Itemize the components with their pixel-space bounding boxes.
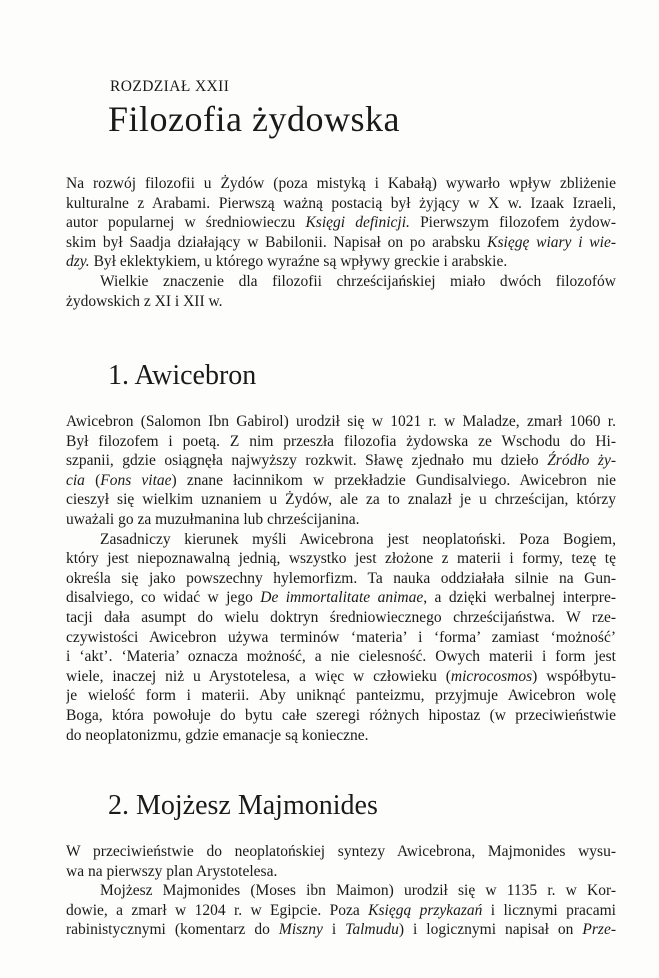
italic-title-text: Źródło ży-	[547, 452, 616, 470]
text-line	[66, 530, 616, 550]
text-line	[66, 842, 616, 862]
text-segment: kulturalne z Arabami. Pierwszą ważną postacią był żyjący w X w. Izaak Izraeli,	[66, 194, 616, 212]
text-line	[66, 432, 616, 452]
italic-title-text: cia	[66, 471, 85, 489]
text-line	[66, 686, 616, 706]
italic-title-text: Prze-	[582, 921, 616, 939]
text-segment: wiele, inaczej niż u Arystotelesa, a więc w człowieku (	[66, 667, 451, 685]
text-segment: W przeciwieństwie do neoplatońskiej syntezy Awicebrona, Majmonides wysu-	[66, 843, 616, 860]
text-line	[66, 726, 616, 746]
text-segment: i licznymi pracami	[482, 901, 616, 919]
text-line	[66, 272, 616, 292]
text-segment: określa się jako powszechny hylemorfizm. Ta nauka oddziałała silnie na Gun-	[66, 569, 616, 587]
italic-title-text: Księgę wiary i wie-	[487, 233, 616, 251]
text-line	[66, 881, 616, 901]
text-segment: który jest niepoznawalną jednią, wszystko jest złożone z materii i formy, tezę tę	[66, 550, 616, 568]
text-line	[66, 667, 616, 687]
text-segment: i ‘akt’. ‘Materia’ oznacza możność, a nie cielesność. Owych materii i form jest	[66, 648, 616, 666]
text-segment: cieszył się wielkim uznaniem u Żydów, ale za to znalazł je u chrześcijan, którzy	[66, 491, 616, 509]
text-line	[66, 628, 616, 648]
text-segment: Mojżesz Majmonides (Moses ibn Maimon) urodził się w 1135 r. w Kor-	[100, 882, 616, 900]
chapter-title: Filozofia żydowska	[108, 99, 400, 139]
text-line	[66, 588, 616, 608]
text-segment: je wielość form i materii. Aby uniknąć panteizmu, przyjmuje Awicebron wolę	[66, 687, 616, 705]
text-segment: żydowskich z XI i XII w.	[66, 292, 223, 310]
italic-title-text: Talmudu	[345, 921, 399, 939]
section-awicebron-text	[66, 412, 616, 745]
text-segment: wa na pierwszy plan Arystotelesa.	[66, 862, 278, 880]
text-segment: Zasadniczy kierunek myśli Awicebrona jest neoplatoński. Poza Bogiem,	[100, 530, 616, 548]
text-segment: Awicebron (Salomon Ibn Gabirol) urodził się w 1021 r. w Maladze, zmarł 1060 r.	[66, 413, 616, 430]
italic-title-text: Księgą przykazań	[368, 901, 483, 919]
text-segment: dowie, a zmarł w 1204 r. w Egipcie. Poza	[66, 901, 369, 919]
text-line	[66, 608, 616, 628]
text-line	[66, 292, 616, 312]
text-line	[66, 471, 616, 491]
text-line	[66, 252, 616, 272]
text-line	[66, 549, 616, 569]
italic-title-text: Księgi definicji.	[305, 214, 410, 232]
text-segment: autor popularnej w średniowieczu	[66, 214, 306, 232]
italic-title-text: dzy.	[66, 253, 90, 271]
text-line	[66, 490, 616, 510]
text-line	[66, 451, 616, 471]
text-line	[66, 233, 616, 253]
text-segment: ) znane łacinnikom w przekładzie Gundisalviego. Awicebron nie	[171, 471, 616, 489]
text-segment: Pierwszym filozofem żydow-	[409, 214, 616, 232]
text-segment: Boga, która powołuje do bytu całe szeregi różnych hipostaz (w przeciwieństwie	[66, 706, 616, 724]
italic-title-text: Miszny	[278, 921, 323, 939]
italic-title-text: De immortalitate animae	[260, 589, 424, 607]
text-line	[66, 706, 616, 726]
text-segment: (	[84, 471, 101, 489]
section-title-majmonides: 2. Mojżesz Majmonides	[108, 790, 378, 821]
text-line	[66, 174, 616, 194]
italic-title-text: microcosmos	[450, 667, 533, 685]
text-segment: , a dzięki werbalnej interpre-	[423, 589, 616, 607]
text-line	[66, 213, 616, 233]
text-line	[66, 647, 616, 667]
text-segment: Na rozwój filozofii u Żydów (poza mistyką i Kabałą) wywarło wpływ zbliżenie	[66, 175, 616, 192]
text-line	[66, 920, 616, 940]
text-segment: disalviego, co widać w jego	[66, 589, 261, 607]
text-line	[66, 412, 616, 432]
text-segment: do neoplatonizmu, gdzie emanacje są konieczne.	[66, 726, 369, 744]
text-segment: skim był Saadja działający w Babilonii. Napisał on po arabsku	[66, 233, 488, 251]
text-segment: i	[322, 921, 346, 939]
section-title-awicebron: 1. Awicebron	[108, 360, 257, 391]
text-line	[66, 510, 616, 530]
text-line	[66, 569, 616, 589]
text-segment: Wielkie znaczenie dla filozofii chrześcijańskiej miało dwóch filozofów	[100, 272, 616, 290]
text-segment: uważali go za muzułmanina lub chrześcijanina.	[66, 510, 360, 528]
text-segment: Był eklektykiem, u którego wyraźne są wpływy greckie i arabskie.	[89, 253, 508, 271]
section-majmonides-text	[66, 842, 616, 940]
intro-paragraphs	[66, 174, 616, 311]
text-segment: Był filozofem i poetą. Z nim przeszła filozofia żydowska ze Wschodu do Hi-	[66, 432, 616, 450]
italic-title-text: Fons vitae	[100, 471, 172, 489]
text-segment: szpanii, gdzie osiągnęła najwyższy rozkwit. Sławę zjednało mu dzieło	[66, 452, 548, 470]
text-line	[66, 194, 616, 214]
text-segment: tacji dała asumpt do wielu doktryn średniowiecznego chrześcijaństwa. W rze-	[66, 608, 616, 626]
text-segment: ) i logicznymi napisał on	[398, 921, 583, 939]
chapter-label: ROZDZIAŁ XXII	[110, 78, 230, 95]
text-segment: ) współbytu-	[532, 667, 616, 685]
text-line	[66, 862, 616, 882]
text-segment: rabinistycznymi (komentarz do	[66, 921, 279, 939]
text-segment: czywistości Awicebron używa terminów ‘materia’ i ‘forma’ zamiast ‘możność’	[66, 628, 616, 646]
text-line	[66, 901, 616, 921]
